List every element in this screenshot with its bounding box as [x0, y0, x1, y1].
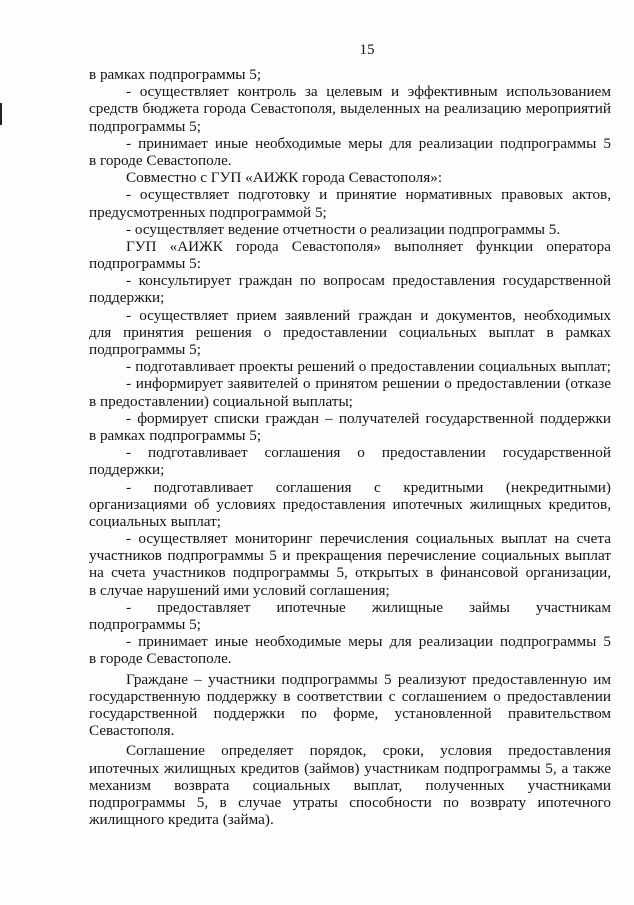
scan-artifact [0, 103, 2, 125]
text-line: подпрограммы 5, в случае утраты способности по возврату ипотечного [89, 793, 611, 811]
text-line: - подготавливает соглашения о предоставлении государственной [126, 444, 611, 462]
text-line: в рамках подпрограммы 5; [89, 66, 262, 83]
text-line: - принимает иные необходимые меры для реализации подпрограммы 5 [126, 633, 611, 651]
text-line: Соглашение определяет порядок, сроки, условия предоставления [126, 742, 611, 760]
text-line: - осуществляет ведение отчетности о реализации подпрограммы 5. [126, 220, 561, 238]
text-line: - принимает иные необходимые меры для реализации подпрограммы 5 [126, 134, 611, 152]
text-line: государственную поддержку в соответствии с соглашением о предоставлении [89, 687, 611, 705]
text-line: - информирует заявителей о принятом решении о предоставлении (отказе [126, 375, 611, 393]
text-line: организациями об условиях предоставления ипотечных жилищных кредитов, [89, 495, 611, 513]
text-line: - осуществляет прием заявлений граждан и документов, необходимых [126, 306, 611, 324]
text-line: Совместно с ГУП «АИЖК города Севастополя»: [126, 169, 443, 187]
text-line: - формирует списки граждан – получателей государственной поддержки [126, 409, 611, 427]
document-body [89, 66, 611, 828]
text-line: - осуществляет мониторинг перечисления социальных выплат на счета [126, 530, 611, 548]
text-line: в предоставлении) социальной выплаты; [89, 392, 353, 410]
page-number: 15 [359, 42, 375, 58]
text-line: Граждане – участники подпрограммы 5 реализуют предоставленную им [126, 670, 611, 688]
text-line: подпрограммы 5; [89, 616, 201, 633]
text-line: в рамках подпрограммы 5; [89, 426, 262, 444]
text-line: средств бюджета города Севастополя, выделенных на реализацию мероприятий [89, 100, 611, 118]
text-line: для принятия решения о предоставлении социальных выплат в рамках [89, 323, 611, 341]
text-line: подпрограммы 5; [89, 341, 201, 358]
text-line: в городе Севастополе. [89, 650, 232, 668]
text-line: - осуществляет подготовку и принятие нормативных правовых актов, [126, 186, 611, 204]
text-line: поддержки; [89, 461, 165, 479]
text-line: механизм возврата социальных выплат, полученных участниками [89, 776, 611, 794]
text-line: ипотечных жилищных кредитов (займов) участникам подпрограммы 5, а также [89, 759, 611, 777]
text-line: участников подпрограммы 5 и прекращения перечисление социальных выплат [89, 547, 611, 565]
text-line: социальных выплат; [89, 512, 221, 530]
text-line: подпрограммы 5; [89, 117, 201, 135]
text-line: Севастополя. [89, 722, 175, 740]
text-line: подпрограммы 5: [89, 255, 201, 273]
text-line: поддержки; [89, 289, 165, 307]
text-line: жилищного кредита (займа). [89, 811, 274, 829]
text-line: в случае нарушений ими условий соглашения; [89, 581, 390, 599]
text-line: - предоставляет ипотечные жилищные займы участникам [126, 598, 611, 616]
text-line: - осуществляет контроль за целевым и эффективным использованием [126, 83, 611, 101]
text-line: в городе Севастополе. [89, 151, 232, 169]
text-line: - консультирует граждан по вопросам предоставления государственной [126, 272, 611, 290]
text-line: предусмотренных подпрограммой 5; [89, 203, 327, 221]
text-line: государственной поддержки по форме, установленной правительством [89, 704, 611, 722]
text-line: - подготавливает соглашения с кредитными (некредитными) [126, 478, 611, 496]
text-line: ГУП «АИЖК города Севастополя» выполняет функции оператора [126, 237, 611, 255]
text-line: на счета участников подпрограммы 5, открытых в финансовой организации, [89, 564, 611, 582]
text-line: - подготавливает проекты решений о предоставлении социальных выплат; [126, 358, 611, 376]
